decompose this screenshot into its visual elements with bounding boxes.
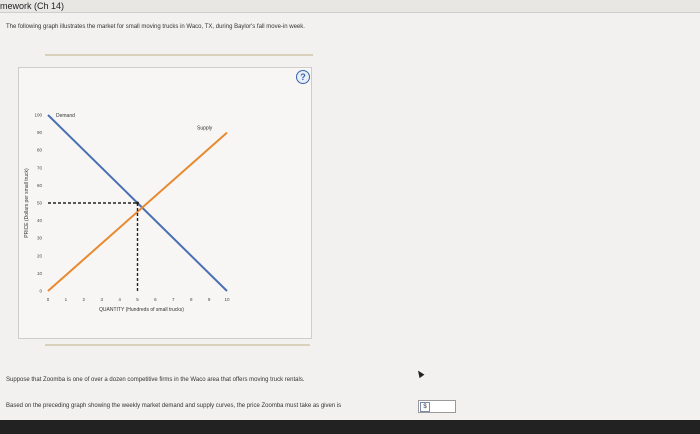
y-tick-label: 50	[36, 200, 42, 206]
y-tick-label: 10	[36, 270, 42, 276]
y-tick-label: 40	[36, 218, 42, 224]
y-tick-label: 90	[36, 130, 42, 136]
x-tick-label: 2	[82, 297, 86, 302]
bottom-bar	[0, 420, 700, 434]
x-tick-label: 4	[118, 297, 121, 302]
equilibrium-point	[136, 202, 139, 205]
y-tick-label: 100	[34, 112, 42, 118]
y-tick-label: 70	[36, 165, 42, 171]
y-tick-label: 60	[36, 182, 42, 188]
series-label-demand: Demand	[56, 113, 75, 119]
y-tick-label: 20	[36, 253, 42, 259]
intro-text: The following graph illustrates the market for small moving trucks in Waco, TX, during Baylor's fall move-in week.	[6, 24, 305, 30]
x-tick-label: 1	[64, 297, 68, 302]
x-tick-label: 3	[100, 297, 103, 302]
x-tick-label: 10	[224, 297, 230, 302]
series-line-supply	[48, 133, 227, 291]
help-icon[interactable]: ?	[296, 70, 310, 84]
question-context: Suppose that Zoomba is one of over a dozen competitive firms in the Waco area that offers moving truck rentals.	[6, 377, 305, 383]
y-tick-label: 0	[39, 288, 42, 294]
dollar-sign: $	[420, 402, 430, 412]
series-label-supply: Supply	[197, 125, 213, 132]
page-title: mework (Ch 14)	[0, 1, 65, 11]
x-tick-label: 7	[172, 297, 175, 302]
x-tick-label: 9	[207, 297, 211, 302]
question-prompt: Based on the preceding graph showing the weekly market demand and supply curves, the price Zoomba must take as given is	[6, 403, 342, 409]
y-tick-label: 80	[36, 147, 42, 153]
x-tick-label: 6	[154, 297, 157, 302]
x-axis-title: QUANTITY (Hundreds of small trucks)	[99, 307, 184, 313]
y-axis-title: PRICE (Dollars per small truck)	[24, 168, 30, 238]
divider-bottom	[45, 344, 310, 346]
y-tick-label: 30	[36, 235, 42, 241]
price-answer-input[interactable]	[418, 400, 456, 413]
x-tick-label: 0	[46, 297, 50, 302]
x-tick-label: 5	[136, 297, 139, 302]
x-tick-label: 8	[189, 297, 193, 302]
